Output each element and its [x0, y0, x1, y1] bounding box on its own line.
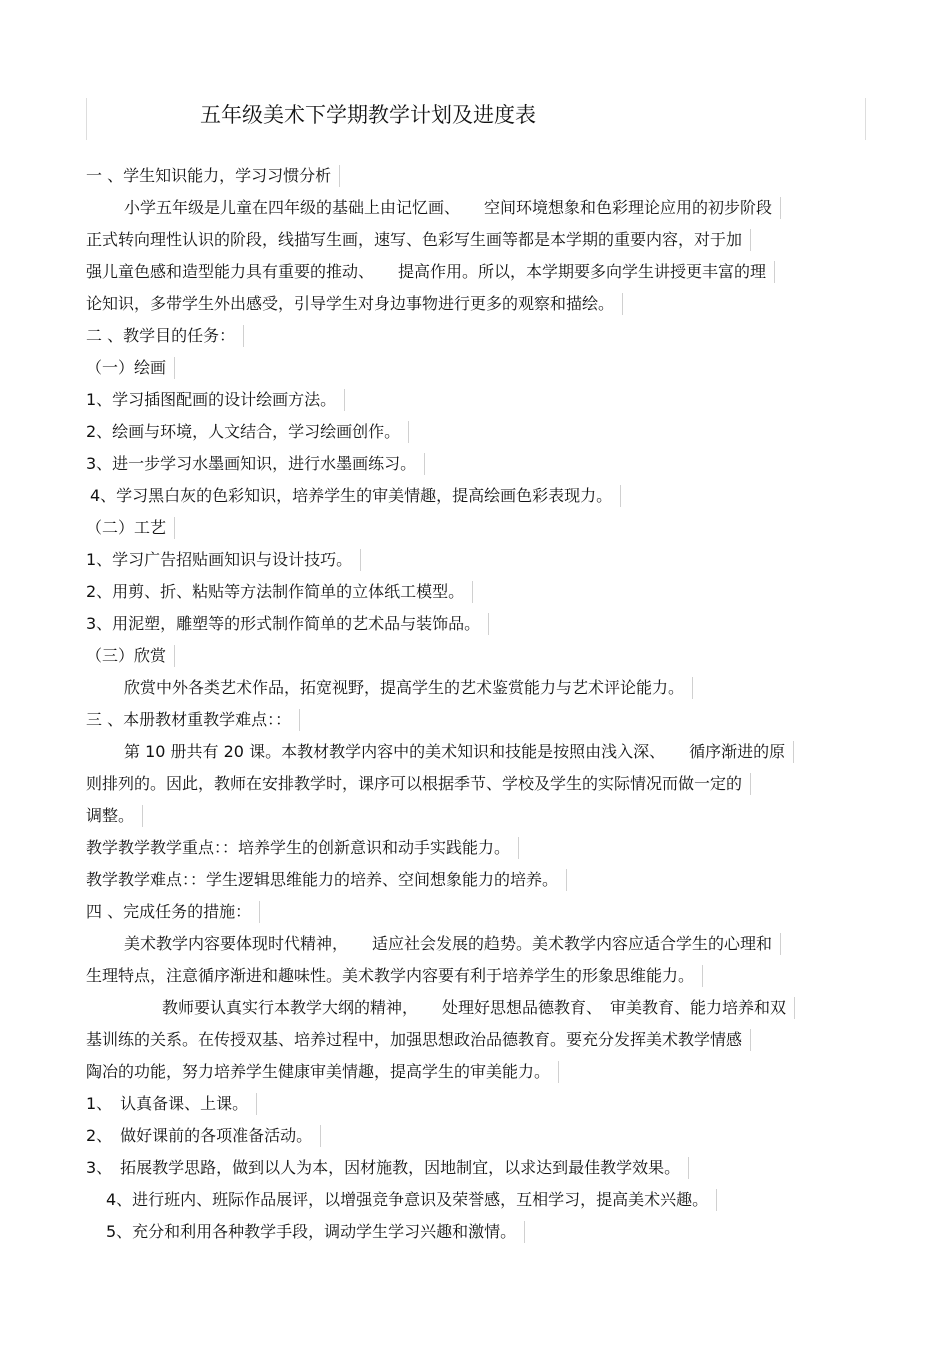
- paragraph-line: 基训练的关系。在传授双基、培养过程中，加强思想政治品德教育。要充分发挥美术教学情感: [86, 1029, 751, 1051]
- paragraph-line: 第 10 册共有 20 课。本教材教学内容中的美术知识和技能是按照由浅入深、 循序渐进的原: [124, 741, 794, 763]
- paragraph-line: 正式转向理性认识的阶段，线描写生画，速写、色彩写生画等都是本学期的重要内容，对于加: [86, 229, 751, 251]
- paragraph-line: 小学五年级是儿童在四年级的基础上由记忆画、 空间环境想象和色彩理论应用的初步阶段: [124, 197, 781, 219]
- list-item: 1、学习广告招贴画知识与设计技巧。: [86, 549, 361, 571]
- list-item: 5、充分和利用各种教学手段，调动学生学习兴趣和激情。: [106, 1221, 525, 1243]
- list-item: 3、进一步学习水墨画知识，进行水墨画练习。: [86, 453, 425, 475]
- paragraph-line: 陶冶的功能，努力培养学生健康审美情趣，提高学生的审美能力。: [86, 1061, 559, 1083]
- list-item: 2、用剪、折、粘贴等方法制作简单的立体纸工模型。: [86, 581, 473, 603]
- paragraph-line: 生理特点，注意循序渐进和趣味性。美术教学内容要有利于培养学生的形象思维能力。: [86, 965, 703, 987]
- list-item: 3、用泥塑，雕塑等的形式制作简单的艺术品与装饰品。: [86, 613, 489, 635]
- section-heading-4: 四 、完成任务的措施：: [86, 901, 260, 923]
- paragraph-line: 教师要认真实行本教学大纲的精神， 处理好思想品德教育、 审美教育、能力培养和双: [162, 997, 795, 1019]
- paragraph-line: 美术教学内容要体现时代精神， 适应社会发展的趋势。美术教学内容应适合学生的心理和: [124, 933, 781, 955]
- section-heading-1: 一 、学生知识能力，学习习惯分析: [86, 165, 340, 187]
- paragraph-line: 则排列的。因此，教师在安排教学时，课序可以根据季节、学校及学生的实际情况而做一定的: [86, 773, 751, 795]
- list-item: 1、学习插图配画的设计绘画方法。: [86, 389, 345, 411]
- document-title: 五年级美术下学期教学计划及进度表: [200, 103, 536, 127]
- paragraph-line: 强儿童色感和造型能力具有重要的推动、 提高作用。所以，本学期要多向学生讲授更丰富的理: [86, 261, 775, 283]
- list-item: 3、 拓展教学思路，做到以人为本，因材施教，因地制宜，以求达到最佳教学效果。: [86, 1157, 689, 1179]
- paragraph-line: 教学教学难点：：学生逻辑思维能力的培养、空间想象能力的培养。: [86, 869, 567, 891]
- list-item: 2、绘画与环境，人文结合，学习绘画创作。: [86, 421, 409, 443]
- list-item: 1、 认真备课、上课。: [86, 1093, 257, 1115]
- list-item: 4、学习黑白灰的色彩知识，培养学生的审美情趣，提高绘画色彩表现力。: [90, 485, 621, 507]
- paragraph-line: 欣赏中外各类艺术作品，拓宽视野，提高学生的艺术鉴赏能力与艺术评论能力。: [124, 677, 693, 699]
- subsection-heading: （三）欣赏: [86, 645, 175, 667]
- subsection-heading: （二）工艺: [86, 517, 175, 539]
- paragraph-line: 调整。: [86, 805, 143, 827]
- list-item: 2、 做好课前的各项准备活动。: [86, 1125, 321, 1147]
- list-item: 4、进行班内、班际作品展评，以增强竞争意识及荣誉感，互相学习，提高美术兴趣。: [106, 1189, 717, 1211]
- paragraph-line: 论知识，多带学生外出感受，引导学生对身边事物进行更多的观察和描绘。: [86, 293, 623, 315]
- section-heading-3: 三 、本册教材重教学难点：：: [86, 709, 300, 731]
- section-heading-2: 二 、教学目的任务：: [86, 325, 244, 347]
- subsection-heading: （一）绘画: [86, 357, 175, 379]
- paragraph-line: 教学教学教学重点：：培养学生的创新意识和动手实践能力。: [86, 837, 519, 859]
